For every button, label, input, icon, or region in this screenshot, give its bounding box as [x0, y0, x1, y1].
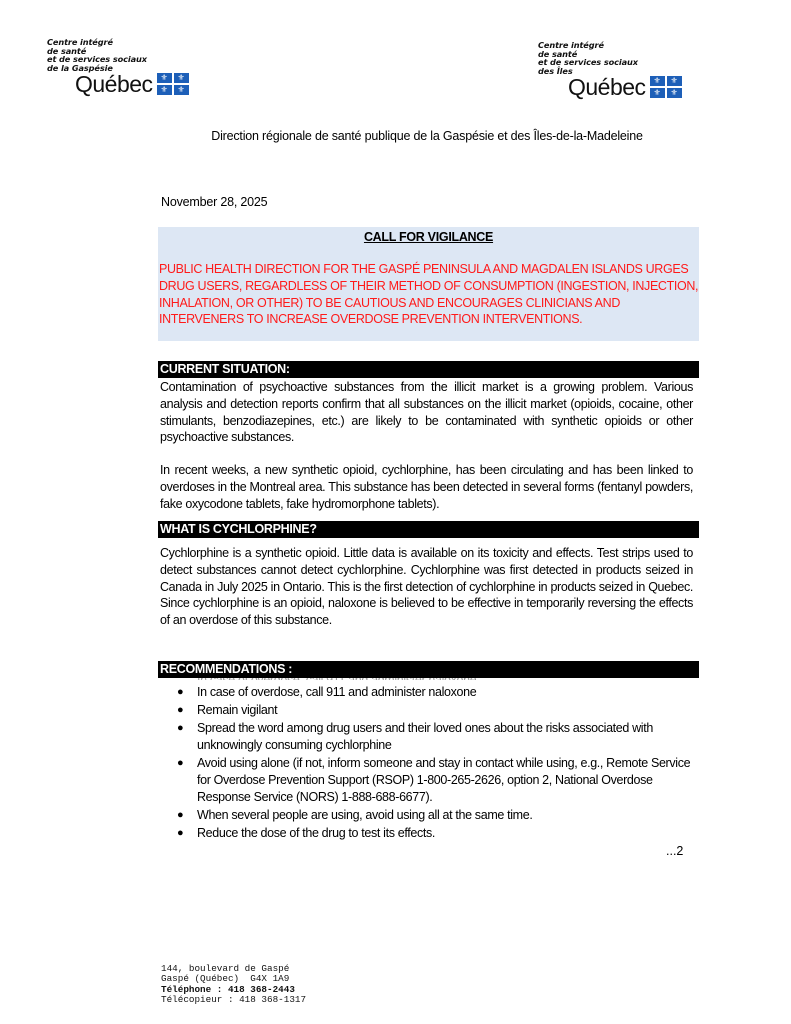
- paragraph: Cychlorphine is a synthetic opioid. Little data is available on its toxicity and effects. Test strips used to detect substances cannot detect cychlorphine. Cychlorphine was first detected in products seized in Canada in July 2025 in Ontario. This is the first detection of cychlorphine in products seized in Quebec. Since cychlorphine is an opioid, naloxone is believed to be effective in temporarily reversing the effects of an overdose of this substance.: [160, 546, 693, 628]
- list-item-text: When several people are using, avoid using all at the same time.: [197, 808, 533, 822]
- cisss-gaspesie-logo: [47, 37, 189, 98]
- footer-city: Gaspé (Québec) G4X 1A9: [161, 973, 290, 985]
- quebec-wordmark: Québec: [568, 74, 646, 101]
- list-item: [160, 684, 700, 701]
- footer-fax: Télécopieur : 418 368-1317: [161, 993, 307, 1005]
- quebec-wordmark: Québec: [75, 71, 153, 98]
- bullet-icon: ●: [177, 827, 184, 839]
- paragraph: Contamination of psychoactive substances from the illicit market is a growing problem. Various analysis and detection reports confirm that all substances on the illicit market (opioids, cocaine, other stimulants, benzodiazepines, etc.) are likely to be contaminated with synthetic opioids or other psychoactive substances.: [160, 380, 693, 445]
- fleur-de-lis-icon: ⚜: [667, 76, 682, 86]
- alert-box: [158, 227, 699, 341]
- fleur-de-lis-icon: ⚜: [157, 85, 172, 95]
- bullet-icon: ●: [177, 757, 184, 769]
- document-date: November 28, 2025: [161, 195, 268, 209]
- list-item-text: Remain vigilant: [197, 703, 278, 717]
- list-item-text: Reduce the dose of the drug to test its effects.: [197, 826, 435, 840]
- list-item: [160, 720, 700, 754]
- list-item: [160, 807, 700, 824]
- bullet-icon: ●: [177, 722, 184, 734]
- section-heading-current-situation: CURRENT SITUATION:: [158, 361, 699, 378]
- bullet-icon: ●: [177, 686, 184, 698]
- quebec-flag-icon: [157, 73, 189, 95]
- list-item-text: In case of overdose, call 911 and administer naloxone: [197, 685, 477, 699]
- logo-line: et de services sociaux: [47, 54, 147, 65]
- logo-line: de la Gaspésie: [47, 62, 113, 73]
- logo-line: Centre intégré: [47, 37, 113, 47]
- issuing-direction: Direction régionale de santé publique de la Gaspésie et des Îles-de-la-Madeleine: [211, 129, 643, 143]
- fleur-de-lis-icon: ⚜: [650, 88, 665, 98]
- logo-text: [47, 38, 189, 72]
- list-item: [160, 702, 700, 719]
- alert-body: PUBLIC HEALTH DIRECTION FOR THE GASPÉ PENINSULA AND MAGDALEN ISLANDS URGES DRUG USERS, REGARDLESS OF THEIR METHOD OF CONSUMPTION (INGESTION, INJECTION, INHALATION, OR OTHER) TO BE CAUTIOUS AND ENCOURAGES CLINICIANS AND INTERVENERS TO INCREASE OVERDOSE PREVENTION INTERVENTIONS.: [159, 262, 699, 327]
- page-continued-marker: ...2: [666, 844, 684, 858]
- section-heading-what-is-cychlorphine: WHAT IS CYCHLORPHINE?: [158, 521, 699, 538]
- footer-address: 144, boulevard de Gaspé: [161, 963, 290, 974]
- bullet-icon: ●: [177, 704, 184, 716]
- logo-line: Centre intégré: [538, 40, 604, 50]
- list-item-text: Avoid using alone (if not, inform someone and stay in contact while using, e.g., Remote Service for Overdose Prevention Support (RSOP) 1-800-265-2626, option 2, National Overdose Response Service (NORS) 1-888-688-6677).: [197, 756, 691, 804]
- fleur-de-lis-icon: ⚜: [174, 73, 189, 83]
- recommendations-list: [160, 684, 700, 843]
- fleur-de-lis-icon: ⚜: [667, 88, 682, 98]
- list-item: [160, 825, 700, 842]
- logo-line: et de services sociaux: [538, 57, 638, 68]
- footer-phone: Téléphone : 418 368-2443: [161, 983, 295, 995]
- paragraph: In recent weeks, a new synthetic opioid, cychlorphine, has been circulating and has been linked to overdoses in the Montreal area. This substance has been detected in several forms (fentanyl powders, fake oxycodone tablets, fake hydromorphone tablets).: [160, 463, 693, 511]
- footer-address-block: [161, 964, 306, 1005]
- bullet-icon: ●: [177, 809, 184, 821]
- fleur-de-lis-icon: ⚜: [650, 76, 665, 86]
- fleur-de-lis-icon: ⚜: [157, 73, 172, 83]
- fleur-de-lis-icon: ⚜: [174, 85, 189, 95]
- alert-title: CALL FOR VIGILANCE: [363, 230, 494, 244]
- logo-line: de santé: [47, 45, 87, 56]
- list-item-text: Spread the word among drug users and their loved ones about the risks associated with unknowingly consuming cychlorphine: [197, 721, 653, 752]
- logo-text: [538, 41, 682, 75]
- cisss-iles-logo: [538, 40, 682, 101]
- logo-line: des Îles: [538, 65, 573, 76]
- list-item: [160, 755, 700, 806]
- logo-line: de santé: [538, 48, 578, 59]
- section-heading-recommendations: RECOMMENDATIONS :: [158, 661, 699, 678]
- quebec-flag-icon: [650, 76, 682, 98]
